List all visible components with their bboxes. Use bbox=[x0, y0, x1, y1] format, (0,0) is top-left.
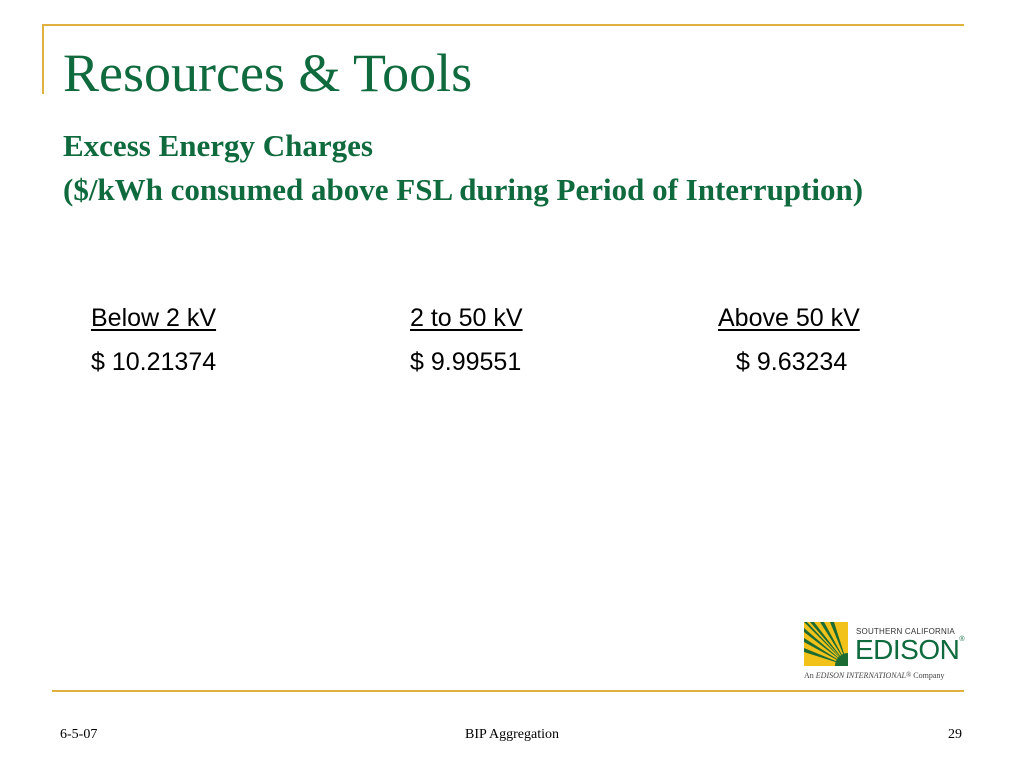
subtitle-line-1: Excess Energy Charges bbox=[63, 128, 373, 163]
rate-header: Below 2 kV bbox=[91, 304, 217, 332]
footer-date: 6-5-07 bbox=[60, 727, 98, 742]
rate-column-below-2kv bbox=[91, 306, 216, 375]
logo-subtitle: SOUTHERN CALIFORNIA bbox=[856, 627, 955, 636]
rate-value: $ 10.21374 bbox=[91, 348, 217, 376]
tagline-prefix: An bbox=[804, 671, 814, 680]
top-border-line bbox=[42, 24, 964, 26]
edison-logo bbox=[804, 622, 964, 682]
rate-column-above-50kv bbox=[718, 306, 860, 375]
footer-divider bbox=[52, 690, 964, 692]
left-border-line bbox=[42, 24, 44, 94]
footer-title: BIP Aggregation bbox=[465, 727, 559, 742]
logo-tagline bbox=[804, 671, 944, 680]
tagline-company: EDISON INTERNATIONAL bbox=[815, 671, 906, 680]
sunburst-logo-icon bbox=[804, 622, 848, 666]
tagline-registered-mark: ® bbox=[905, 671, 912, 679]
rate-column-2-to-50kv bbox=[410, 306, 523, 375]
logo-name-text: EDISON bbox=[855, 634, 960, 665]
rate-header: 2 to 50 kV bbox=[410, 304, 523, 332]
tagline-suffix: Company bbox=[913, 671, 945, 680]
registered-mark: ® bbox=[959, 636, 965, 643]
slide-subtitle bbox=[63, 124, 863, 212]
rate-header: Above 50 kV bbox=[718, 304, 860, 332]
page-number: 29 bbox=[948, 727, 962, 742]
logo-wordmark bbox=[855, 636, 964, 664]
slide-title: Resources & Tools bbox=[63, 43, 473, 103]
rate-value: $ 9.63234 bbox=[736, 348, 848, 376]
subtitle-line-2: ($/kWh consumed above FSL during Period of Interruption) bbox=[63, 172, 864, 207]
rate-value: $ 9.99551 bbox=[410, 348, 522, 376]
